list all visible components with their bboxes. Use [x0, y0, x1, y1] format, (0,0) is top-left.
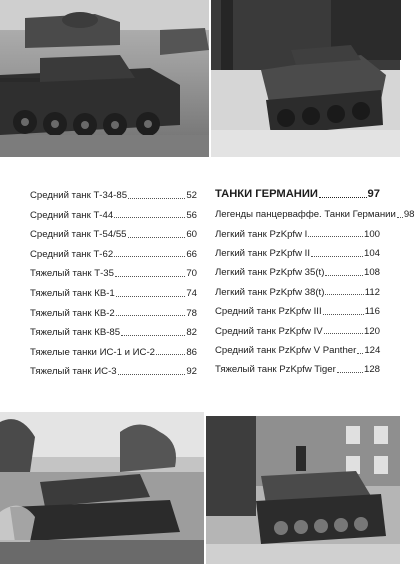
toc-entry[interactable]: [215, 200, 415, 221]
toc-entry-title: Тяжелый танк КВ-2: [30, 307, 115, 319]
toc-entry-title: Тяжелый танк Т-35: [30, 268, 114, 280]
toc-entry-page: 52: [186, 190, 197, 201]
leader-dots: [118, 374, 186, 375]
toc-entry-title: Тяжелый танк ИС-3: [30, 366, 117, 378]
toc-entry[interactable]: [215, 297, 380, 316]
leader-dots: [115, 276, 185, 277]
toc-entry-title: Средний танк PzKpfw III: [215, 306, 322, 318]
toc-entry[interactable]: [215, 239, 380, 258]
photo-tiger-tank-field: [0, 412, 204, 564]
toc-entry-title: Тяжелые танки ИС-1 и ИС-2: [30, 346, 155, 358]
toc-entry-title: Средний танк Т-54/55: [30, 229, 127, 241]
leader-dots: [325, 294, 363, 295]
toc-entry-title: Легкий танк PzKpfw 35(t): [215, 267, 325, 279]
leader-dots: [128, 237, 186, 238]
leader-dots: [156, 354, 185, 355]
leader-dots: [311, 256, 363, 257]
toc-entry[interactable]: [30, 357, 197, 377]
toc-entry-page: 116: [364, 306, 380, 318]
toc-entry[interactable]: [215, 259, 380, 278]
leader-dots: [319, 197, 367, 198]
leader-dots: [114, 256, 185, 257]
toc-entry-title: Легенды панцерваффе. Танки Германии: [215, 209, 396, 221]
toc-entry[interactable]: [215, 336, 380, 355]
toc-entry[interactable]: [30, 338, 197, 358]
leader-dots: [337, 372, 363, 373]
toc-entry-title: Легкий танк PzKpfw 38(t): [215, 286, 325, 298]
toc-entry[interactable]: [215, 356, 380, 375]
toc-entry-page: 60: [186, 229, 197, 241]
toc-entry-page: 56: [186, 209, 197, 221]
toc-entry[interactable]: [215, 220, 380, 239]
photo-soviet-tanks-parade: [0, 0, 209, 157]
toc-entry[interactable]: [30, 318, 197, 338]
photo-light-tank-snow: [211, 0, 400, 157]
leader-dots: [324, 333, 363, 334]
toc-entry-page: 82: [186, 327, 197, 339]
toc-entry-page: 98: [403, 209, 415, 221]
toc-entry[interactable]: [30, 181, 197, 201]
toc-entry-title: Легкий танк PzKpfw II: [215, 247, 311, 259]
toc-entry[interactable]: [215, 278, 380, 297]
leader-dots: [116, 296, 186, 297]
toc-german-tanks: [215, 181, 415, 376]
toc-entry-page: 100: [363, 228, 380, 240]
toc-entry[interactable]: [30, 201, 197, 221]
section-heading-label: ТАНКИ ГЕРМАНИИ: [215, 188, 318, 201]
toc-entry[interactable]: [30, 259, 197, 279]
toc-entry-title: Средний танк PzKpfw V Panther: [215, 344, 357, 356]
toc-entry-page: 120: [363, 325, 380, 337]
toc-entry-page: 104: [363, 247, 380, 259]
toc-entry[interactable]: [30, 299, 197, 319]
toc-entry-title: Тяжелый танк КВ-1: [30, 287, 115, 299]
toc-soviet-tanks: [30, 181, 197, 377]
toc-entry-title: Средний танк PzKpfw IV: [215, 325, 323, 337]
toc-entry-page: 66: [186, 248, 197, 260]
toc-entry[interactable]: [30, 240, 197, 260]
section-heading-page: 97: [367, 188, 380, 201]
leader-dots: [308, 236, 363, 237]
toc-entry-page: 86: [186, 346, 197, 358]
toc-entry-title: Средний танк Т-34-85: [30, 190, 128, 201]
toc-entry-page: 78: [186, 307, 197, 319]
toc-entry[interactable]: [215, 317, 380, 336]
leader-dots: [325, 275, 363, 276]
toc-entry-title: Средний танк Т-62: [30, 248, 114, 260]
leader-dots: [323, 314, 364, 315]
toc-entry-title: Легкий танк PzKpfw I: [215, 228, 308, 240]
leader-dots: [114, 217, 185, 218]
leader-dots: [121, 335, 185, 336]
toc-entry-title: Тяжелый танк PzKpfw Tiger: [215, 364, 336, 376]
toc-entry-page: 128: [363, 364, 380, 376]
toc-entry-page: 92: [186, 366, 197, 378]
leader-dots: [128, 198, 185, 199]
toc-entry[interactable]: [30, 279, 197, 299]
toc-entry-page: 112: [364, 286, 380, 298]
leader-dots: [397, 217, 403, 218]
toc-entry-title: Средний танк Т-44: [30, 209, 114, 221]
section-heading-german-tanks[interactable]: [215, 181, 380, 200]
leader-dots: [357, 353, 363, 354]
toc-entry-page: 74: [186, 287, 197, 299]
toc-entry-page: 70: [186, 268, 197, 280]
toc-entry-title: Тяжелый танк КВ-85: [30, 327, 121, 339]
toc-entry[interactable]: [30, 220, 197, 240]
toc-entry-page: 108: [363, 267, 380, 279]
toc-entry-page: 124: [364, 344, 381, 356]
leader-dots: [116, 315, 186, 316]
photo-panzer-iv-town: [206, 416, 400, 564]
